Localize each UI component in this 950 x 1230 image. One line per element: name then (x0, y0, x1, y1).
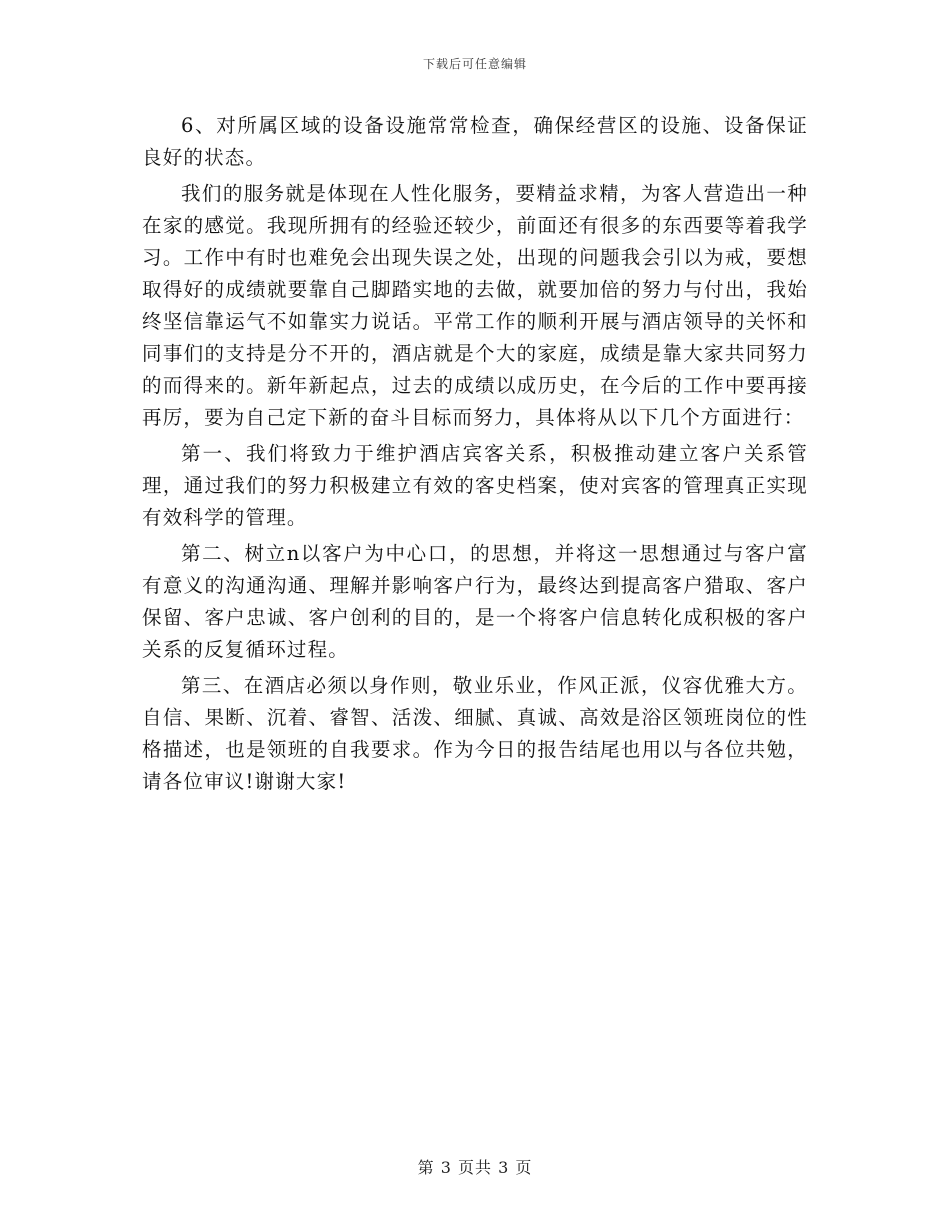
document-body (142, 110, 808, 798)
paragraph-service-summary: 我们的服务就是体现在人性化服务，要精益求精，为客人营造出一种在家的感觉。我现所拥有的经验还较少，前面还有很多的东西要等着我学习。工作中有时也难免会出现失误之处，出现的问题我会引以为戒，要想取得好的成绩就要靠自己脚踏实地的去做，就要加倍的努力与付出，我始终坚信靠运气不如靠实力说话。平常工作的顺利开展与酒店领导的关怀和同事们的支持是分不开的，酒店就是个大的家庭，成绩是靠大家共同努力的而得来的。新年新起点，过去的成绩以成历史，在今后的工作中要再接再厉，要为自己定下新的奋斗目标而努力，具体将从以下几个方面进行： (142, 182, 808, 429)
paragraph-second-point: 第二、树立n以客户为中心口，的思想，并将这一思想通过与客户富有意义的沟通沟通、理解并影响客户行为，最终达到提高客户猎取、客户保留、客户忠诚、客户创利的目的，是一个将客户信息转化成积极的客户关系的反复循环过程。 (142, 542, 808, 661)
page-number: 第 3 页共 3 页 (417, 1158, 533, 1177)
paragraph-first-point: 第一、我们将致力于维护酒店宾客关系，积极推动建立客户关系管理，通过我们的努力积极建立有效的客史档案，使对宾客的管理真正实现有效科学的管理。 (142, 442, 808, 529)
header-note: 下载后可任意编辑 (422, 57, 527, 71)
paragraph-third-point: 第三、在酒店必须以身作则，敬业乐业，作风正派，仪容优雅大方。自信、果断、沉着、睿智、活泼、细腻、真诚、高效是浴区领班岗位的性格描述，也是领班的自我要求。作为今日的报告结尾也用以与各位共勉，请各位审议!谢谢大家! (142, 674, 808, 793)
paragraph-item-6: 6、对所属区域的设备设施常常检查，确保经营区的设施、设备保证良好的状态。 (142, 114, 808, 169)
